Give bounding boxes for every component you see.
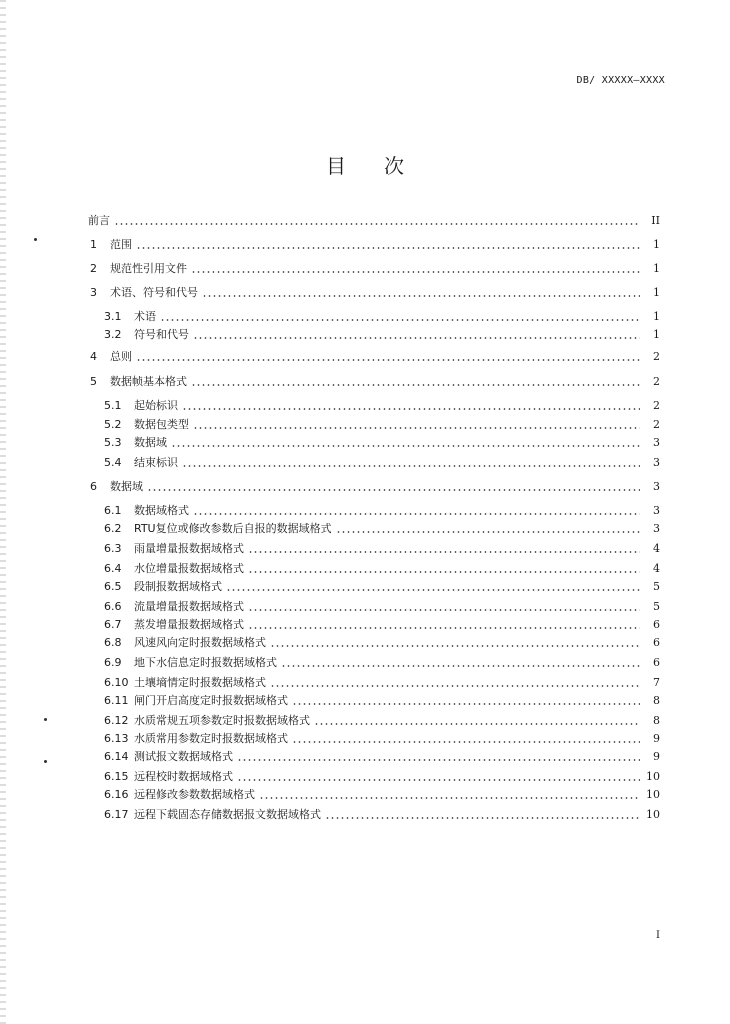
toc-entry-number: 6.3 — [104, 542, 122, 555]
toc-entry[interactable] — [104, 730, 660, 746]
toc-entry[interactable] — [104, 578, 660, 594]
toc-dot-leader — [270, 645, 640, 647]
toc-entry-page: 2 — [653, 418, 660, 431]
toc-dot-leader — [202, 295, 640, 297]
toc-entry[interactable] — [104, 454, 660, 470]
toc-entry-page: 1 — [653, 310, 660, 323]
toc-dot-leader — [259, 797, 640, 799]
toc-entry-number: 6.9 — [104, 656, 122, 669]
toc-entry[interactable] — [90, 236, 660, 252]
toc-dot-leader — [292, 703, 640, 705]
toc-entry-page: 3 — [653, 436, 660, 449]
toc-entry[interactable] — [104, 692, 660, 708]
toc-entry-page: 6 — [653, 636, 660, 649]
toc-entry[interactable] — [90, 348, 660, 364]
toc-entry-page: 1 — [653, 328, 660, 341]
toc-entry-number: 6.12 — [104, 714, 129, 727]
toc-entry-label: 数据包类型 — [134, 418, 189, 431]
toc-entry[interactable] — [104, 308, 660, 324]
toc-dot-leader — [193, 513, 640, 515]
toc-dot-leader — [270, 685, 640, 687]
toc-entry-page: 1 — [653, 238, 660, 251]
toc-dot-leader — [248, 551, 640, 553]
toc-entry-label: 数据域 — [110, 480, 143, 493]
toc-dot-leader — [193, 337, 640, 339]
toc-entry-page: 9 — [653, 750, 660, 763]
toc-entry-number: 6.10 — [104, 676, 129, 689]
toc-entry[interactable] — [104, 712, 660, 728]
toc-entry-number: 6.5 — [104, 580, 122, 593]
toc-entry-label: 风速风向定时报数据域格式 — [134, 636, 266, 649]
toc-entry-number: 5.2 — [104, 418, 122, 431]
toc-entry-page: 3 — [653, 504, 660, 517]
toc-entry-label: 符号和代号 — [134, 328, 189, 341]
toc-entry[interactable] — [104, 540, 660, 556]
toc-dot-leader — [191, 384, 640, 386]
toc-entry-number: 6.1 — [104, 504, 122, 517]
toc-entry[interactable] — [104, 654, 660, 670]
toc-entry-page: 5 — [653, 600, 660, 613]
toc-dot-leader — [336, 531, 640, 533]
toc-entry[interactable] — [104, 634, 660, 650]
toc-entry-label: 起始标识 — [134, 399, 178, 412]
toc-entry-label: 远程校时数据域格式 — [134, 770, 233, 783]
toc-entry-page: 1 — [653, 286, 660, 299]
toc-entry-number: 2 — [90, 262, 97, 275]
toc-entry[interactable] — [104, 416, 660, 432]
toc-entry-number: 4 — [90, 350, 97, 363]
toc-dot-leader — [147, 489, 640, 491]
toc-entry-page: 1 — [653, 262, 660, 275]
document-number: DB/ XXXXX—XXXX — [576, 75, 665, 86]
toc-entry[interactable] — [104, 748, 660, 764]
toc-entry-label: 测试报文数据域格式 — [134, 750, 233, 763]
toc-entry-number: 6.8 — [104, 636, 122, 649]
toc-entry-label: 范围 — [110, 238, 132, 251]
toc-entry-page: 3 — [653, 480, 660, 493]
toc-dot-leader — [114, 223, 640, 225]
page-number: I — [656, 930, 660, 941]
toc-entry-page: 10 — [646, 770, 660, 783]
toc-entry-label: 水质常规五项参数定时报数据域格式 — [134, 714, 310, 727]
toc-entry-label: 远程下载固态存储数据报文数据域格式 — [134, 808, 321, 821]
toc-entry[interactable] — [104, 326, 660, 342]
toc-entry-label: 段制报数据域格式 — [134, 580, 222, 593]
toc-entry-page: 3 — [653, 522, 660, 535]
toc-dot-leader — [182, 408, 640, 410]
toc-entry-label: 蒸发增量报数据域格式 — [134, 618, 244, 631]
toc-entry[interactable] — [104, 502, 660, 518]
toc-entry-page: 8 — [653, 694, 660, 707]
toc-entry-number: 3.1 — [104, 310, 122, 323]
toc-entry-number: 3 — [90, 286, 97, 299]
toc-dot-leader — [248, 627, 640, 629]
toc-entry-number: 6.14 — [104, 750, 129, 763]
toc-entry[interactable] — [90, 284, 660, 300]
toc-entry-page: 10 — [646, 788, 660, 801]
toc-entry-page: 8 — [653, 714, 660, 727]
toc-entry-page: II — [651, 214, 660, 227]
toc-entry-label: 规范性引用文件 — [110, 262, 187, 275]
toc-entry-number: 6 — [90, 480, 97, 493]
toc-entry[interactable] — [90, 373, 660, 389]
toc-entry-page: 4 — [653, 542, 660, 555]
toc-entry-label: 闸门开启高度定时报数据域格式 — [134, 694, 288, 707]
toc-entry-label: 术语、符号和代号 — [110, 286, 198, 299]
toc-entry-number: 5.4 — [104, 456, 122, 469]
toc-dot-leader — [136, 359, 640, 361]
toc-entry[interactable] — [90, 478, 660, 494]
toc-entry-number: 6.11 — [104, 694, 129, 707]
toc-entry-number: 6.13 — [104, 732, 129, 745]
toc-entry-number: 3.2 — [104, 328, 122, 341]
toc-entry-page: 7 — [653, 676, 660, 689]
toc-dot-leader — [191, 271, 640, 273]
toc-entry-page: 6 — [653, 656, 660, 669]
toc-entry[interactable] — [104, 520, 660, 536]
toc-entry-number: 6.16 — [104, 788, 129, 801]
toc-entry-label: 流量增量报数据域格式 — [134, 600, 244, 613]
toc-entry-label: 土壤墒情定时报数据域格式 — [134, 676, 266, 689]
toc-entry-label: 雨量增量报数据域格式 — [134, 542, 244, 555]
toc-entry[interactable] — [104, 598, 660, 614]
toc-entry-number: 5.1 — [104, 399, 122, 412]
toc-entry-label: 前言 — [88, 214, 110, 227]
toc-entry[interactable] — [104, 560, 660, 576]
toc-dot-leader — [160, 319, 640, 321]
toc-entry-label: 数据域 — [134, 436, 167, 449]
toc-entry-page: 2 — [653, 375, 660, 388]
toc-entry[interactable] — [104, 786, 660, 802]
toc-entry-label: 水质常用参数定时报数据域格式 — [134, 732, 288, 745]
toc-dot-leader — [248, 609, 640, 611]
toc-entry-label: 术语 — [134, 310, 156, 323]
toc-entry-number: 6.15 — [104, 770, 129, 783]
toc-entry-number: 5.3 — [104, 436, 122, 449]
toc-entry-label: 地下水信息定时报数据域格式 — [134, 656, 277, 669]
toc-entry-page: 10 — [646, 808, 660, 821]
toc-entry-number: 6.7 — [104, 618, 122, 631]
toc-entry-number: 6.17 — [104, 808, 129, 821]
toc-entry-number: 1 — [90, 238, 97, 251]
toc-entry-label: 数据域格式 — [134, 504, 189, 517]
toc-dot-leader — [226, 589, 640, 591]
toc-entry-page: 6 — [653, 618, 660, 631]
toc-entry-number: 5 — [90, 375, 97, 388]
toc-entry[interactable] — [104, 674, 660, 690]
toc-entry[interactable] — [90, 260, 660, 276]
toc-dot-leader — [136, 247, 640, 249]
toc-dot-leader — [281, 665, 640, 667]
toc-entry[interactable] — [88, 212, 660, 228]
toc-dot-leader — [171, 445, 640, 447]
toc-entry-page: 2 — [653, 399, 660, 412]
toc-dot-leader — [248, 571, 640, 573]
toc-entry-number: 6.6 — [104, 600, 122, 613]
toc-entry-page: 5 — [653, 580, 660, 593]
toc-entry[interactable] — [104, 616, 660, 632]
toc-entry-label: 总则 — [110, 350, 132, 363]
toc-entry-page: 4 — [653, 562, 660, 575]
toc-entry-number: 6.4 — [104, 562, 122, 575]
toc-entry-page: 2 — [653, 350, 660, 363]
page-title: 目次 — [326, 154, 442, 178]
toc-entry-number: 6.2 — [104, 522, 122, 535]
toc-dot-leader — [292, 741, 640, 743]
toc-entry-label: 远程修改参数数据域格式 — [134, 788, 255, 801]
toc-entry-page: 3 — [653, 456, 660, 469]
toc-entry[interactable] — [104, 434, 660, 450]
toc-entry-label: 数据帧基本格式 — [110, 375, 187, 388]
toc-entry[interactable] — [104, 806, 660, 822]
toc-dot-leader — [182, 465, 640, 467]
toc-entry-page: 9 — [653, 732, 660, 745]
toc-entry[interactable] — [104, 768, 660, 784]
toc-dot-leader — [314, 723, 640, 725]
toc-entry-label: RTU复位或修改参数后自报的数据域格式 — [134, 522, 332, 535]
toc-dot-leader — [325, 817, 640, 819]
toc-entry[interactable] — [104, 397, 660, 413]
toc-entry-label: 水位增量报数据域格式 — [134, 562, 244, 575]
toc-dot-leader — [193, 427, 640, 429]
toc-dot-leader — [237, 779, 640, 781]
toc-dot-leader — [237, 759, 640, 761]
toc-entry-label: 结束标识 — [134, 456, 178, 469]
